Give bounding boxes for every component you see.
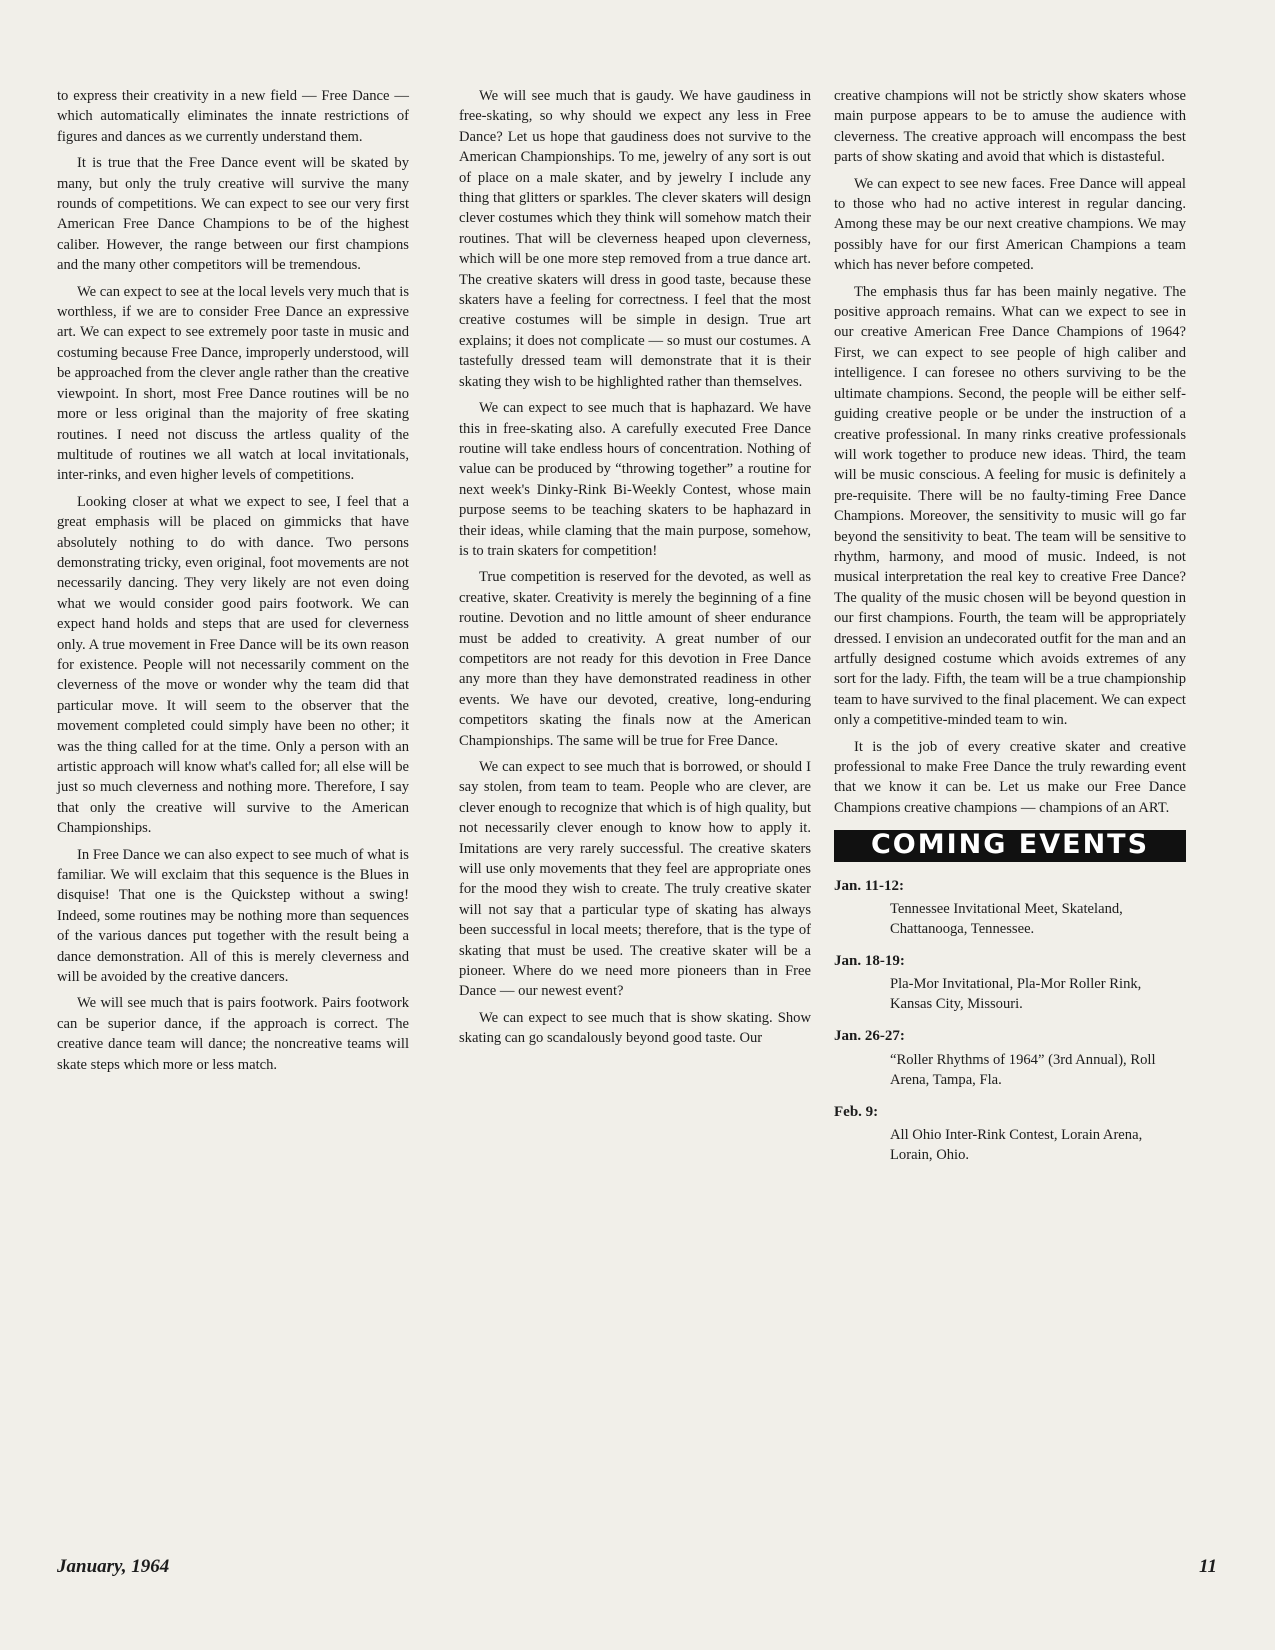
issue-date: January, 1964 [57, 1556, 170, 1577]
event-date: Feb. 9: [834, 1103, 879, 1120]
event-description: Tennessee Invitational Meet, Skateland, Chattanooga, Tennessee. [890, 901, 1123, 938]
article-column-3 [834, 86, 1186, 1177]
paragraph: creative champions will not be strictly show skaters whose main purpose appears to be to amuse the audience with cleverness. The creative approach will encompass the best parts of show skating and avoid that which is distasteful. [834, 88, 1186, 166]
event-item [834, 876, 1186, 939]
article-column-1 [57, 86, 409, 1081]
event-description: “Roller Rhythms of 1964” (3rd Annual), Roll Arena, Tampa, Fla. [890, 1051, 1156, 1088]
paragraph: We can expect to see at the local levels very much that is worthless, if we are to consider Free Dance an expressive art. We can expect to see extremely poor taste in music and costuming because Free Dance, improperly understood, will be approached from the clever angle rather than the creative viewpoint. In short, most Free Dance routines will be no more or less original than the majority of free skating routines. I need not discuss the artless quality of the multitude of routines we all watch at local invitationals, inter-rinks, and even higher levels of competitions. [57, 283, 409, 484]
page-number: 11 [1199, 1556, 1217, 1577]
coming-events-banner: COMING EVENTS [834, 830, 1186, 861]
paragraph: We can expect to see much that is show skating. Show skating can go scandalously beyond good taste. Our [459, 1009, 811, 1047]
paragraph: We can expect to see much that is borrowed, or should I say stolen, from team to team. People who are clever, are clever enough to recognize that which is of high quality, but not necessarily clever enough to know how to apply it. Imitations are very rarely successful. The creative skaters will use only movements that they feel are appropriate ones for the mood they wish to create. The truly creative skater will not say that a particular type of skating has always been successful in local meets; therefore, that is the type of skating that must be used. The creative skater will be a pioneer. Where do we need more pioneers than in Free Dance — our newest event? [459, 759, 811, 1000]
event-item [834, 1026, 1186, 1089]
paragraph: We can expect to see new faces. Free Dance will appeal to those who had no active interest in regular dancing. Among these may be our next creative champions. We may possibly have for our first American Champions a team which has never before competed. [834, 175, 1186, 274]
article-column-2 [459, 86, 811, 1055]
paragraph: In Free Dance we can also expect to see much of what is familiar. We will exclaim that this sequence is the Blues in disquise! That one is the Quickstep without a swing! Indeed, some routines may be nothing more than sequences of the various dances put together with the result being a dance demonstration. All of this is merely cleverness and will be avoided by the creative dancers. [57, 846, 409, 986]
paragraph: to express their creativity in a new field — Free Dance — which automatically eliminates the innate restrictions of figures and dances as we currently understand them. [57, 88, 409, 145]
paragraph: True competition is reserved for the devoted, as well as creative, skater. Creativity is merely the beginning of a fine routine. Devotion and no little amount of sheer endurance must be added to creativity. A great number of our competitors are not ready for this devotion in Free Dance any more than they have demonstrated readiness in other events. We have our devoted, creative, long-enduring competitors skating the finals now at the American Championships. The same will be true for Free Dance. [459, 569, 811, 749]
paragraph: It is the job of every creative skater and creative professional to make Free Dance the truly rewarding event that we know it can be. Let us make our Free Dance Champions creative champions — champions of an ART. [834, 738, 1186, 816]
paragraph: Looking closer at what we expect to see, I feel that a great emphasis will be placed on gimmicks that have absolutely nothing to do with dance. Two persons demonstrating tricky, even original, foot movements are not necessarily dancing. They very likely are not even doing what we would consider good pairs footwork. We can expect hand holds and steps that are used for cleverness only. A true movement in Free Dance will be its own reason for existence. People will not necessarily comment on the cleverness of the move or wonder why the team did that particular move. It will seem to the observer that the movement completed could simply have been no other; it was the thing called for at the time. Only a person with an artistic approach will know what's called for; all else will be just so much cleverness and nothing more. Therefore, I say that only the creative will survive to the American Championships. [57, 493, 409, 837]
paragraph: We will see much that is gaudy. We have gaudiness in free-skating, so why should we expect any less in Free Dance? Let us hope that gaudiness does not survive to the American Championships. To me, jewelry of any sort is out of place on a male skater, and by jewelry I include any thing that glitters or sparkles. The clever skaters will design clever costumes which they think will somehow match their routines. That will be cleverness heaped upon cleverness, which will be one more step removed from a true dance art. The creative skaters will dress in good taste, because these skaters have a feeling for correctness. I feel that the most creative costumes will be simple in design. True art explains; it does not complicate — so must our costumes. A tastefully dressed team will demonstrate that it is their skating they wish to be highlighted rather than themselves. [459, 88, 811, 390]
event-date: Jan. 11-12: [834, 877, 905, 894]
paragraph: It is true that the Free Dance event will be skated by many, but only the truly creative will survive the many rounds of competitions. We can expect to see our very first American Free Dance Champions to be of the highest caliber. However, the range between our first champions and the many other competitors will be tremendous. [57, 155, 409, 274]
event-item [834, 1102, 1186, 1165]
event-date: Jan. 26-27: [834, 1028, 905, 1045]
paragraph: The emphasis thus far has been mainly negative. The positive approach remains. What can we expect to see in our creative American Free Dance Champions of 1964? First, we can expect to see people of high caliber and intelligence. I can foresee no others surviving to be the ultimate champions. Second, the people will be either self-guiding creative people or be under the instruction of a creative professional. In many rinks creative professionals will work together to produce new ideas. Third, the team will be music conscious. A feeling for music is definitely a pre-requisite. There will be no faulty-timing Free Dance Champions. Moreover, the sensitivity to music will go far beyond the sensitivity to beat. The team will be sensitive to rhythm, harmony, and mood of music. Indeed, is not musical interpretation the real key to creative Free Dance? The quality of the music chosen will be beyond question in our first champions. Fourth, the team will be appropriately dressed. I envision an undecorated outfit for the man and an artfully designed costume which avoids extremes of any sort for the lady. Fifth, the team will be a true championship team to have survived to the final placement. We can expect only a competitive-minded team to win. [834, 283, 1186, 729]
paragraph: We will see much that is pairs footwork. Pairs footwork can be superior dance, if the approach is correct. The creative dance team will dance; the noncreative teams will skate steps which more or less match. [57, 995, 409, 1073]
paragraph: We can expect to see much that is haphazard. We have this in free-skating also. A carefully executed Free Dance routine will take endless hours of concentration. Nothing of value can be produced by “throwing together” a routine for next week's Dinky-Rink Bi-Weekly Contest, whose main purpose seems to be teaching skaters to be haphazard in their ideas, while claming that the main purpose, somehow, is to train skaters for competition! [459, 400, 811, 559]
event-description: All Ohio Inter-Rink Contest, Lorain Arena, Lorain, Ohio. [890, 1127, 1143, 1164]
event-item [834, 951, 1186, 1014]
event-description: Pla-Mor Invitational, Pla-Mor Roller Rink, Kansas City, Missouri. [890, 976, 1142, 1013]
event-date: Jan. 18-19: [834, 953, 905, 970]
